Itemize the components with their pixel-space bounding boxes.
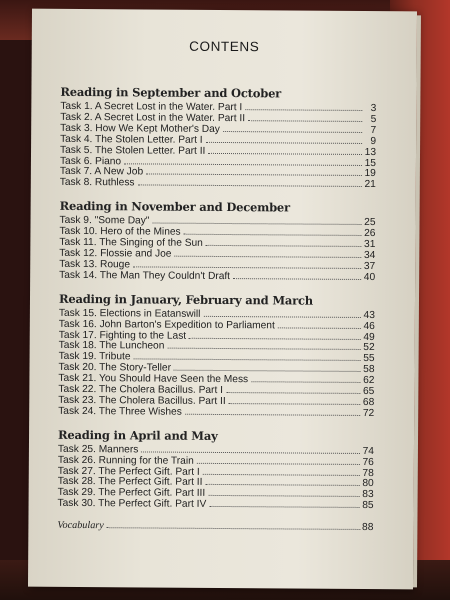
dot-leader <box>251 381 360 383</box>
dot-leader <box>203 316 360 318</box>
entry-label: Task 27. The Perfect Gift. Part I <box>57 465 200 478</box>
entry-label: Vocabulary <box>57 520 104 532</box>
entry-label: Task 3. How We Kept Mother's Day <box>60 122 220 135</box>
entry-page-number: 3 <box>370 103 377 115</box>
dot-leader <box>189 337 361 339</box>
table-of-contents <box>57 85 376 533</box>
dot-leader <box>209 506 359 508</box>
entry-label: Task 14. The Man They Couldn't Draft <box>59 269 231 282</box>
entry-label: Task 5. The Stolen Letter. Part II <box>59 144 206 157</box>
toc-entry[interactable] <box>59 271 375 284</box>
entry-label: Task 12. Flossie and Joe <box>59 247 172 260</box>
entry-page-number: 21 <box>364 179 376 191</box>
dot-leader <box>229 403 361 405</box>
entry-label: Task 25. Manners <box>57 443 139 456</box>
entry-label: Task 7. A New Job <box>59 166 144 178</box>
toc-section <box>58 428 375 513</box>
entry-label: Task 4. The Stolen Letter. Part I <box>60 133 203 146</box>
entry-page-number: 74 <box>362 445 374 457</box>
entry-page-number: 19 <box>364 168 376 180</box>
toc-entry[interactable] <box>58 499 374 512</box>
entry-label: Task 10. Hero of the Mines <box>59 226 181 238</box>
entry-page-number: 9 <box>370 135 377 147</box>
toc-sections <box>58 85 377 512</box>
entry-label: Task 29. The Perfect Gift. Part III <box>57 487 206 500</box>
entry-label: Task 21. You Should Have Seen the Mess <box>58 372 249 386</box>
entry-label: Task 9. "Some Day" <box>59 215 150 227</box>
dot-leader <box>248 120 362 122</box>
entry-label: Task 22. The Cholera Bacillus. Part I <box>58 383 223 397</box>
dot-leader <box>124 163 362 166</box>
entry-label: Task 24. The Three Wishes <box>58 405 182 418</box>
section-heading: Reading in January, February and March <box>58 291 314 308</box>
entry-page-number: 65 <box>362 386 375 398</box>
book-page <box>28 9 417 590</box>
dot-leader <box>223 131 362 133</box>
dot-leader <box>184 234 362 236</box>
entry-page-number: 52 <box>363 342 375 354</box>
entry-label: Task 11. The Singing of the Sun <box>59 236 203 249</box>
toc-section <box>60 85 377 191</box>
toc-section <box>58 292 375 420</box>
dot-leader <box>138 185 362 188</box>
contents-title: CONTENS <box>189 38 260 55</box>
entry-label: Task 16. John Barton's Expedition to Parliament <box>58 318 275 331</box>
dot-leader <box>133 266 361 269</box>
entry-page-number: 62 <box>363 375 375 387</box>
toc-entry-vocabulary[interactable] <box>57 520 373 533</box>
section-heading: Reading in November and December <box>59 199 290 215</box>
entry-page-number: 13 <box>364 146 377 158</box>
entry-label: Task 13. Rouge <box>59 258 131 271</box>
entry-label: Task 15. Elections in Eatanswill <box>58 307 201 320</box>
dot-leader <box>133 359 360 362</box>
dot-leader <box>208 495 359 497</box>
entry-page-number: 7 <box>370 124 377 136</box>
entry-label: Task 30. The Perfect Gift. Part IV <box>57 498 207 511</box>
entry-page-number: 80 <box>362 478 374 490</box>
entry-label: Task 20. The Story-Teller <box>58 362 172 374</box>
dot-leader <box>226 392 360 394</box>
dot-leader <box>245 109 362 111</box>
entry-label: Task 28. The Perfect Gift. Part II <box>57 476 203 489</box>
entry-page-number: 43 <box>363 309 375 321</box>
entry-page-number: 25 <box>364 217 376 229</box>
entry-page-number: 15 <box>364 157 376 169</box>
entry-page-number: 31 <box>364 239 376 251</box>
entry-page-number: 49 <box>363 331 375 343</box>
entry-page-number: 78 <box>362 467 374 479</box>
dot-leader <box>197 462 360 464</box>
entry-page-number: 72 <box>362 407 375 419</box>
entry-page-number: 37 <box>363 260 376 272</box>
dot-leader <box>107 527 360 530</box>
toc-entry[interactable] <box>58 407 374 420</box>
dot-leader <box>206 245 362 247</box>
entry-page-number: 58 <box>363 364 375 376</box>
entry-page-number: 34 <box>363 249 376 262</box>
section-heading: Reading in September and October <box>60 84 282 101</box>
dot-leader <box>208 153 362 155</box>
entry-page-number: 55 <box>363 353 375 365</box>
entry-label: Task 17. Fighting to the Last <box>58 329 187 342</box>
entry-page-number: 46 <box>363 320 375 332</box>
toc-section <box>59 199 376 284</box>
dot-leader <box>152 223 361 225</box>
entry-page-number: 76 <box>362 456 374 468</box>
dot-leader <box>174 256 361 258</box>
dot-leader <box>203 473 360 475</box>
entry-label: Task 1. A Secret Lost in the Water. Part I <box>60 100 243 114</box>
entry-page-number: 83 <box>362 489 374 501</box>
section-heading: Reading in April and May <box>58 427 218 443</box>
entry-label: Task 19. Tribute <box>58 351 131 363</box>
entry-label: Task 2. A Secret Lost in the Water. Part II <box>60 111 246 125</box>
dot-leader <box>174 370 361 372</box>
entry-page-number: 85 <box>362 500 374 512</box>
entry-page-number: 88 <box>362 522 374 534</box>
dot-leader <box>278 327 361 329</box>
dot-leader <box>167 348 360 350</box>
dot-leader <box>141 451 360 454</box>
entry-label: Task 6. Piano <box>59 155 122 167</box>
entry-label: Task 8. Ruthless <box>59 177 135 189</box>
dot-leader <box>205 484 359 486</box>
dot-leader <box>146 174 362 177</box>
entry-page-number: 68 <box>362 396 375 408</box>
entry-label: Task 18. The Luncheon <box>58 340 165 353</box>
toc-entry[interactable] <box>60 178 376 191</box>
dot-leader <box>185 414 360 416</box>
dot-leader <box>233 278 361 280</box>
entry-page-number: 5 <box>370 113 377 125</box>
entry-label: Task 26. Running for the Train <box>57 454 194 467</box>
entry-label: Task 23. The Cholera Bacillus. Part II <box>58 394 226 407</box>
dot-leader <box>206 142 362 144</box>
entry-page-number: 26 <box>364 228 376 240</box>
entry-page-number: 40 <box>363 271 376 283</box>
